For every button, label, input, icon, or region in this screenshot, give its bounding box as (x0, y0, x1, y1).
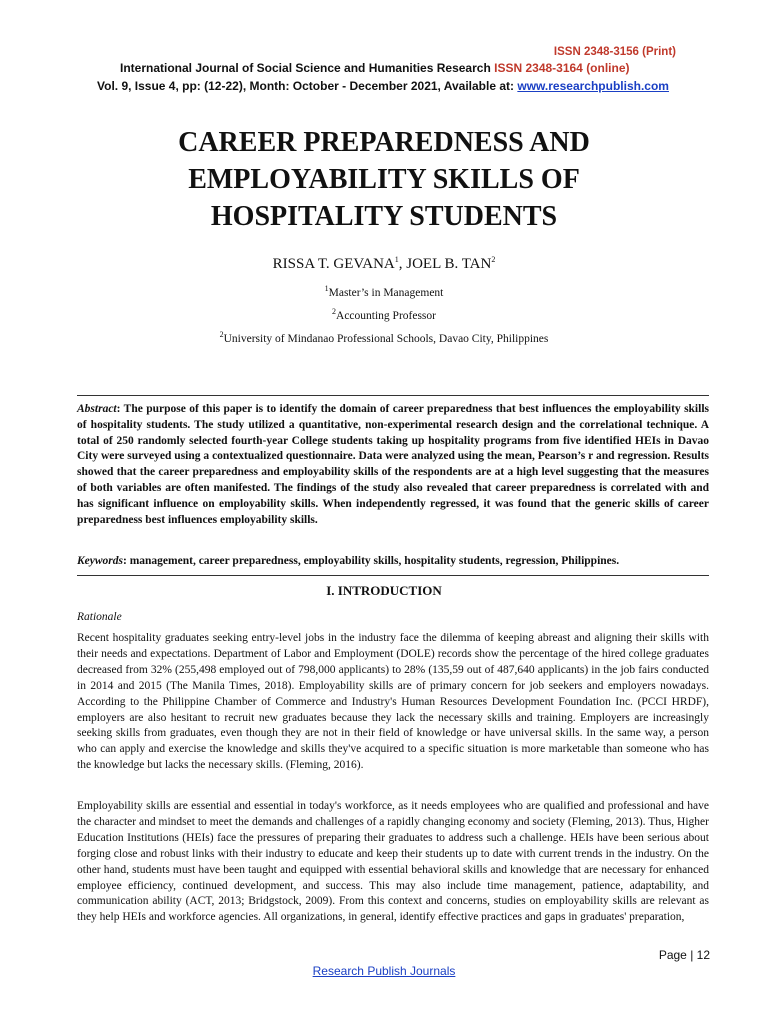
publisher-link[interactable]: Research Publish Journals (312, 964, 456, 978)
abstract-label: Abstract (77, 403, 117, 415)
title-line: HOSPITALITY STUDENTS (210, 201, 558, 232)
keywords (77, 555, 709, 567)
footer (0, 964, 768, 978)
affiliation-text: University of Mindanao Professional Schools, Davao City, Philippines (223, 333, 549, 345)
affiliation (0, 307, 768, 322)
bottom-rule (77, 575, 709, 576)
author-name: RISSA T. GEVANA (272, 256, 395, 272)
affiliation (0, 330, 768, 345)
affiliation-mark: 2 (219, 330, 224, 340)
journal-header (120, 61, 630, 75)
volume-info: Vol. 9, Issue 4, pp: (12-22), Month: October - December 2021, Available at: (97, 79, 515, 93)
title-line: CAREER PREPAREDNESS AND (178, 127, 590, 158)
top-rule (77, 395, 709, 396)
paper-title (0, 124, 768, 235)
keywords-text: : management, career preparedness, employability skills, hospitality students, regression, Philippines. (123, 555, 620, 567)
issn-online: ISSN 2348-3164 (online) (494, 61, 630, 75)
section-heading: I. INTRODUCTION (326, 583, 442, 598)
body-paragraph: Employability skills are essential and essential in today's workforce, as it needs employees who are qualified and professional and have the character and mindset to meet the demands and challenges of a rapidly changing economy and society (Fleming, 2013). Thus, Higher Education Institutions (HEIs) face the pressures of preparing their graduates to address such a challenge. HEIs have been serious about forging close and robust links with their industry to educate and keep their students up to date with current trends in the industry. On the other hand, students must have been taught and equipped with essential behavioral skills and knowledge that are necessary for enhanced employee efficiency, continued development, and success. This may also include time management, patience, adaptability, and communication ability (ACT, 2013; Bridgstock, 2009). From this context and concerns, studies on employability skills are relevant as they help HEIs and workforce agencies. All organizations, in general, identify effective practices and gaps in graduates' preparation, (77, 800, 709, 924)
website-link[interactable]: www.researchpublish.com (517, 79, 669, 93)
affiliation-text: Accounting Professor (336, 310, 436, 322)
issn-print: ISSN 2348-3156 (Print) (553, 46, 676, 58)
volume-line (97, 79, 669, 93)
page-number: Page | 12 (658, 948, 710, 962)
authors (0, 256, 768, 273)
affiliation-mark: 1 (324, 284, 329, 294)
body-paragraph: Recent hospitality graduates seeking entry-level jobs in the industry face the dilemma of keeping abreast and aligning their skills with their needs and expectations. Department of Labor and Employment (DOLE) records show the percentage of the hired college graduates decreased from 32% (255,498 employed out of 798,000 applicants) to 28% (135,59 out of 487,640 applicants) in the job fairs conducted in 2014 and 2015 (The Manila Times, 2018). Employability skills are of primary concern for job seekers and employers nowadays. According to the Philippine Chamber of Commerce and Industry's Human Resources Development Foundation Inc. (PCCI HRDF), employers are also hesitant to recruit new graduates because they lack the necessary skills and training. Employers are increasingly seeking skills from graduates, even though they are not in their field of knowledge or have universal skills. In the same way, a person who can apply and exercise the knowledge and skills they've acquired to a specific situation is more marketable than someone who has the knowledge but lacks the necessary skills. (Fleming, 2016). (77, 632, 709, 772)
title-line: EMPLOYABILITY SKILLS OF (188, 164, 580, 195)
keywords-label: Keywords (77, 555, 123, 567)
affiliation-mark: 2 (332, 307, 337, 317)
abstract-text: : The purpose of this paper is to identify the domain of career preparedness that best influences the employability skills of hospitality students. The study utilized a quantitative, non-experimental research design and the correlational technique. A total of 250 randomly selected fourth-year College students taking up hospitality programs from five identified HEIs in Davao City were surveyed using a contextualized questionnaire. Data were analyzed using the mean, Pearson’s r and regression. Results showed that the career preparedness and employability skills of the respondents are at a high level suggesting that the measures of both variables are often manifested. The findings of the study also revealed that career preparedness is correlated with and has significant influence on employability skills. When independently regressed, it was found that the generic skills of career preparedness best influences employability skills. (77, 403, 709, 526)
affiliation-text: Master’s in Management (328, 287, 444, 299)
abstract (77, 402, 709, 528)
author-separator: , (398, 256, 407, 272)
author-affiliation-mark: 2 (491, 255, 496, 264)
journal-name: International Journal of Social Science and Humanities Research (120, 61, 491, 75)
affiliation (0, 284, 768, 299)
author-name: JOEL B. TAN (406, 256, 492, 272)
author-affiliation-mark: 1 (394, 255, 399, 264)
subheading: Rationale (77, 611, 122, 623)
